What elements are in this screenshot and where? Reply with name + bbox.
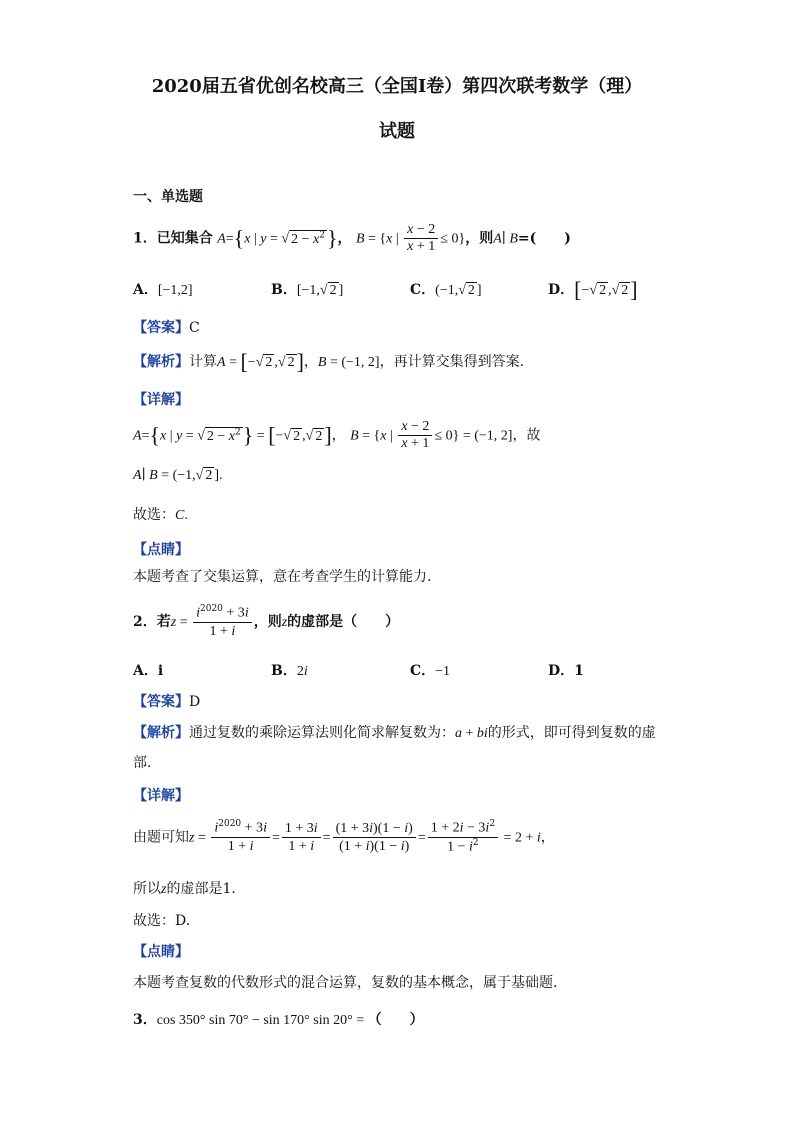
q2-option-d: D．1 bbox=[548, 663, 584, 679]
q1-analysis: 【解析】计算A = [−√ 2 ,√ 2]，B = (−1, 2]，再计算交集得到答案. bbox=[133, 349, 525, 374]
q1-option-a: A．[−1,2] bbox=[133, 282, 193, 298]
q3-stem: 3．cos 350° sin 70° − sin 170° sin 20° = （ ） bbox=[133, 1012, 424, 1028]
q1-choose: 故选：C. bbox=[133, 507, 188, 523]
q2-option-b: B．2i bbox=[271, 663, 308, 679]
q2-option-c: C．−1 bbox=[410, 663, 451, 679]
q2-detail-result: 所以z的虚部是1. bbox=[133, 881, 236, 897]
page-title: 2020届五省优创名校高三（全国Ⅰ卷）第四次联考数学（理） bbox=[151, 76, 643, 97]
q2-choose: 故选：D. bbox=[133, 913, 191, 929]
q1-answer: 【答案】C bbox=[133, 320, 200, 336]
q2-option-a: A．i bbox=[133, 663, 164, 679]
q1-stem-mid: ，则 bbox=[465, 230, 494, 247]
q3-number: 3． bbox=[133, 1012, 157, 1028]
q2-number: 2． bbox=[133, 613, 157, 630]
q2-comment-label: 【点睛】 bbox=[133, 944, 189, 960]
q2-answer: 【答案】D bbox=[133, 694, 201, 710]
q2-analysis-line2: 部. bbox=[133, 755, 152, 771]
q1-number: 1． bbox=[133, 230, 157, 247]
q1-comment: 本题考查了交集运算，意在考查学生的计算能力. bbox=[133, 569, 432, 585]
q2-detail-label: 【详解】 bbox=[133, 788, 189, 804]
q1-option-c: C．(−1,√ 2 ] bbox=[410, 282, 482, 298]
section-heading: 一、单选题 bbox=[133, 189, 203, 205]
q2-analysis: 【解析】通过复数的乘除运算法则化简求解复数为：a + bi的形式，即可得到复数的虚 bbox=[133, 725, 656, 741]
q1-detail-result: A∣ B = (−1,√ 2 ]. bbox=[133, 468, 223, 483]
q1-stem-pre: 已知集合 bbox=[156, 230, 213, 247]
q1-stem-end: =( ) bbox=[517, 230, 571, 247]
q1-option-d: D．[−√ 2 ,√ 2] bbox=[548, 277, 638, 302]
q1-option-b: B．[−1,√ 2 ] bbox=[271, 282, 344, 298]
page-title-line2: 试题 bbox=[379, 121, 415, 142]
q2-stem: 2．若z = $\frac{i^{2020} + 3i}{1 + i}$ ，则z的虚部是（ ） bbox=[133, 604, 400, 639]
q2-detail-eq: 由题可知z = $\frac{i^{2020} + 3i}{1 + i}$ = $\frac{1 + 3i}{1 + i}$ = $\frac{(1 + 3i)(1 - i)}{(1 + i)(1 - i)}$ = $\frac{1 + 2i - 3i^2}{1 - i^2}$ = 2 + i， bbox=[133, 819, 555, 855]
q2-comment: 本题考查复数的代数形式的混合运算，复数的基本概念，属于基础题. bbox=[133, 975, 558, 991]
q1-detail-eq: A={x | y = √ $2 - x^2$} = [−√ 2 ,√ 2]， B = {x | $\frac{x - 2}{x + 1}$ ≤ 0} = (−1, 2]，故 bbox=[133, 419, 541, 452]
q1-comment-label: 【点睛】 bbox=[133, 542, 189, 558]
q1-detail-label: 【详解】 bbox=[133, 392, 189, 408]
q1-stem: 1．已知集合 A={x | y = √ $2 - x^2$}， B = {x | $\frac{x - 2}{x + 1}$ ≤ 0}，则A∣ B=( ) bbox=[133, 222, 571, 255]
